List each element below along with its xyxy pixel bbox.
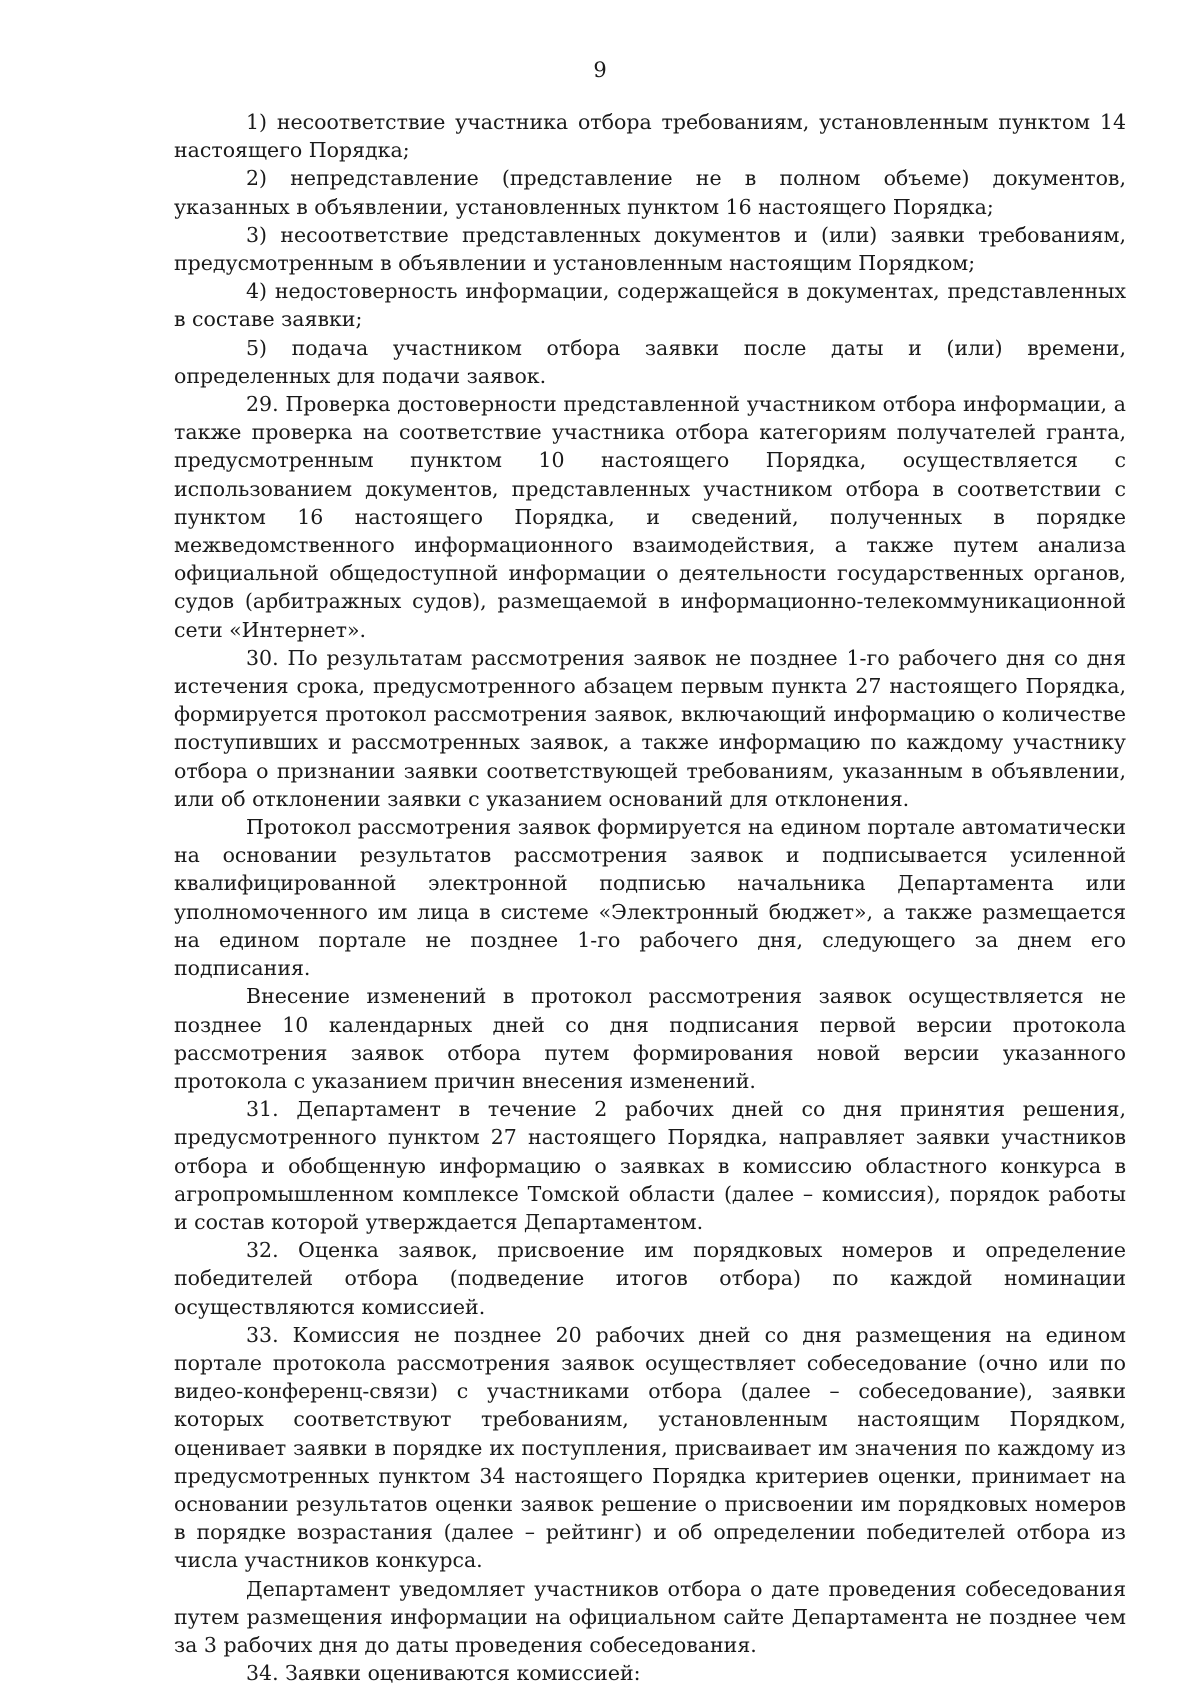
paragraph-clause-31: 31. Департамент в течение 2 рабочих дней со дня принятия решения, предусмотренного пунктом 27 настоящего Порядка, направляет заявки участников отбора и обобщенную информацию о заявках в комиссию областного конкурса в агропромышленном комплексе Томской области (далее – комиссия), порядок работы и состав которой утверждается Департаментом. bbox=[174, 1097, 1126, 1234]
paragraph-clause-30: 30. По результатам рассмотрения заявок не позднее 1-го рабочего дня со дня истечения срока, предусмотренного абзацем первым пункта 27 настоящего Порядка, формируется протокол рассмотрения заявок, включающий информацию о количестве поступивших и рассмотренных заявок, а также информацию по каждому участнику отбора о признании заявки соответствующей требованиям, указанным в объявлении, или об отклонении заявки с указанием оснований для отклонения. bbox=[174, 645, 1126, 811]
paragraph-protocol-formation: Протокол рассмотрения заявок формируется на едином портале автоматически на основании результатов рассмотрения заявок и подписывается усиленной квалифицированной электронной подписью начальника Департамента или уполномоченного им лица в системе «Электронный бюджет», а также размещается на едином портале не позднее 1-го рабочего дня, следующего за днем его подписания. bbox=[174, 815, 1126, 981]
paragraph-item-5: 5) подача участником отбора заявки после даты и (или) времени, определенных для подачи заявок. bbox=[174, 335, 1126, 388]
paragraph-item-2: 2) непредставление (представление не в полном объеме) документов, указанных в объявлении, установленных пунктом 16 настоящего Порядка; bbox=[174, 166, 1126, 219]
page-number: 9 bbox=[593, 58, 607, 82]
paragraph-item-4: 4) недостоверность информации, содержащейся в документах, представленных в составе заявки; bbox=[174, 279, 1126, 332]
paragraph-clause-29: 29. Проверка достоверности представленной участником отбора информации, а также проверка на соответствие участника отбора категориям получателей гранта, предусмотренным пунктом 10 настоящего Порядка, осуществляется с использованием документов, представленных участником отбора в соответствии с пунктом 16 настоящего Порядка, и сведений, полученных в порядке межведомственного информационного взаимодействия, а также путем анализа официальной общедоступной информации о деятельности государственных органов, судов (арбитражных судов), размещаемой в информационно-телекоммуникационной сети «Интернет». bbox=[174, 392, 1126, 642]
paragraph-clause-33: 33. Комиссия не позднее 20 рабочих дней со дня размещения на едином портале протокола рассмотрения заявок осуществляет собеседование (очно или по видео-конференц-связи) с участниками отбора (далее – собеседование), заявки которых соответствуют требованиям, установленным настоящим Порядком, оценивает заявки в порядке их поступления, присваивает им значения по каждому из предусмотренных пунктом 34 настоящего Порядка критериев оценки, принимает на основании результатов оценки заявок решение о присвоении им порядковых номеров в порядке возрастания (далее – рейтинг) и об определении победителей отбора из числа участников конкурса. bbox=[174, 1322, 1126, 1573]
paragraph-item-1: 1) несоответствие участника отбора требованиям, установленным пунктом 14 настоящего Порядка; bbox=[174, 110, 1126, 163]
paragraph-item-3: 3) несоответствие представленных документов и (или) заявки требованиям, предусмотренным в объявлении и установленным настоящим Порядком; bbox=[174, 222, 1126, 276]
paragraph-protocol-changes: Внесение изменений в протокол рассмотрения заявок осуществляется не позднее 10 календарных дней со дня подписания первой версии протокола рассмотрения заявок отбора путем формирования новой версии указанного протокола с указанием причин внесения изменений. bbox=[174, 984, 1126, 1093]
paragraph-clause-34: 34. Заявки оцениваются комиссией: bbox=[246, 1661, 641, 1686]
paragraph-interview-notice: Департамент уведомляет участников отбора о дате проведения собеседования путем размещения информации на официальном сайте Департамента не позднее чем за 3 рабочих дня до даты проведения собеседования. bbox=[174, 1576, 1126, 1657]
paragraph-clause-32: 32. Оценка заявок, присвоение им порядковых номеров и определение победителей отбора (подведение итогов отбора) по каждой номинации осуществляются комиссией. bbox=[174, 1238, 1126, 1319]
document-body bbox=[174, 108, 1126, 1687]
